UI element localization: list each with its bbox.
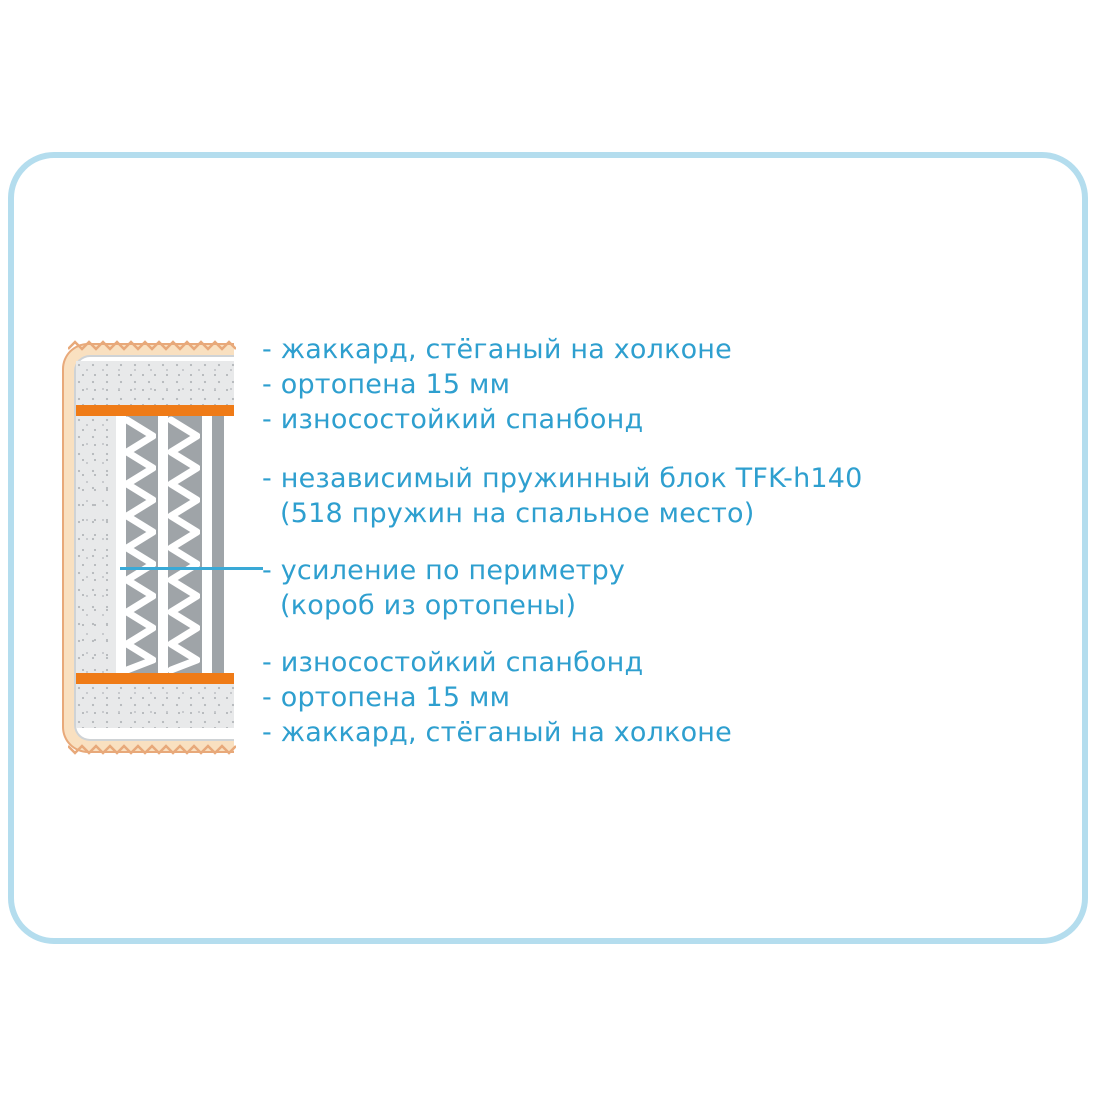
spunbond-stripe-bottom (76, 673, 234, 684)
spring-block-label-group (262, 461, 1052, 531)
quilting-wave-top-icon (68, 339, 236, 353)
label-spunbond-bottom: - износостойкий спанбонд (262, 647, 644, 678)
perimeter-foam-column (76, 416, 116, 673)
layer-labels (262, 332, 1052, 750)
bottom-layer-label-group (262, 645, 1052, 750)
label-ortopena-bottom: - ортопена 15 мм (262, 682, 511, 713)
spring-gap (224, 416, 234, 673)
perimeter-leader-line (120, 567, 263, 570)
spring-zigzag-icon (124, 416, 156, 673)
spring-zigzag-icon (168, 416, 200, 673)
spring-gap (202, 416, 212, 673)
label-spring-block: - независимый пружинный блок TFK-h140 (262, 463, 863, 494)
label-jacquard-top: - жаккард, стёганый на холконе (262, 334, 732, 365)
spring-block (116, 416, 234, 673)
spring-gap (158, 416, 168, 673)
label-jacquard-bottom: - жаккард, стёганый на холконе (262, 717, 732, 748)
spunbond-stripe-top (76, 405, 234, 416)
spring-column (124, 416, 156, 673)
label-spring-count: (518 пружин на спальное место) (280, 498, 755, 529)
label-spunbond-top: - износостойкий спанбонд (262, 404, 644, 435)
foam-layer-top (76, 361, 234, 405)
spacer (262, 437, 1052, 461)
top-layer-label-group (262, 332, 1052, 437)
foam-layer-bottom (76, 684, 234, 728)
perimeter-label-group (262, 553, 1052, 623)
spacer (262, 623, 1052, 645)
spring-column (168, 416, 200, 673)
quilting-wave-bottom-icon (68, 742, 236, 756)
label-perimeter-reinforcement: - усиление по периметру (262, 555, 626, 586)
label-ortopena-top: - ортопена 15 мм (262, 369, 511, 400)
mattress-cross-section (62, 343, 234, 753)
spacer (262, 531, 1052, 553)
label-perimeter-box: (короб из ортопены) (280, 590, 577, 621)
